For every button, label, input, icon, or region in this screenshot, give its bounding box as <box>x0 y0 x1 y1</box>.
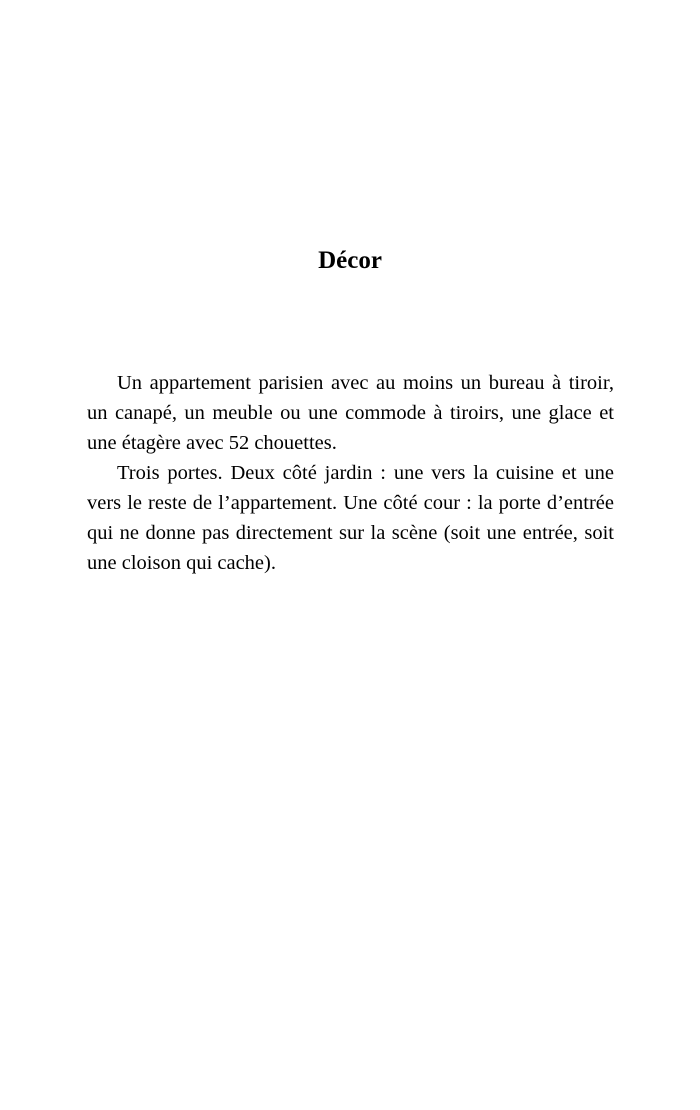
paragraph-doors-description: Trois portes. Deux côté jardin : une vers la cuisine et une vers le reste de l’appartement. Une côté cour : la porte d’entrée qui ne donne pas directement sur la scène (soit une entrée, soit une cloison qui cache). <box>87 462 614 574</box>
body-text <box>87 368 614 578</box>
paragraph-set-description: Un appartement parisien avec au moins un bureau à tiroir, un canapé, un meuble ou une commode à tiroirs, une glace et une étagère avec 52 chouettes. <box>87 372 614 454</box>
page-title: Décor <box>318 247 382 274</box>
